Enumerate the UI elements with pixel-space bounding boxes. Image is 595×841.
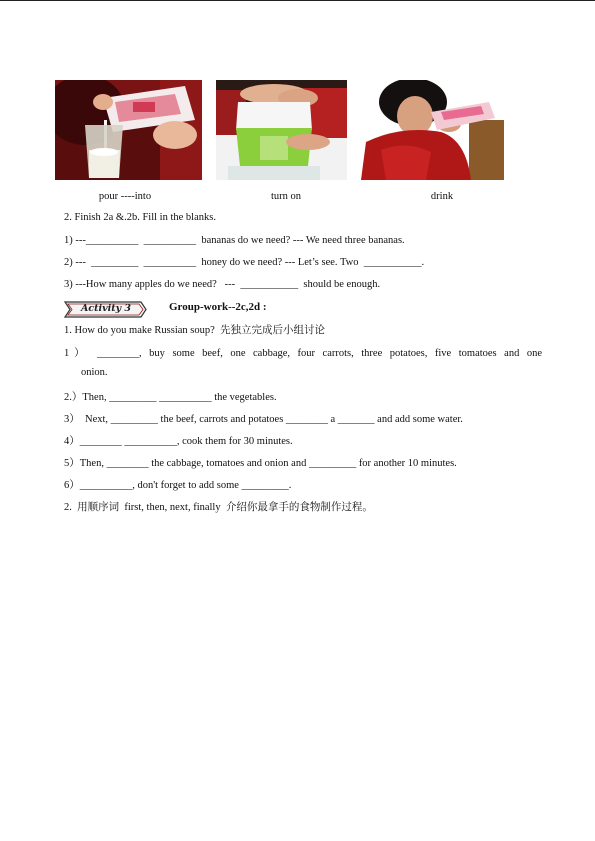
soup-step-6: 6）__________, don't forget to add some _________. <box>64 480 292 491</box>
blender-photo <box>216 80 347 180</box>
soup-step-4: 4）________ __________, cook them for 30 minutes. <box>64 436 293 447</box>
russian-soup-question: 1. How do you make Russian soup? 先独立完成后小组讨论 <box>64 325 326 336</box>
cooking-process-task: 2. 用顺序词 first, then, next, finally 介绍你最拿手的食物制作过程。 <box>64 502 373 513</box>
soup-step-1: 1） ________, buy some beef, one cabbage, four carrots, three potatoes, five tomatoes and one <box>64 348 542 359</box>
fill-blank-line-2: 2) --- _________ __________ honey do we need? --- Let’s see. Two ___________. <box>64 257 425 268</box>
activity-badge-label: Activity 3 <box>80 303 132 314</box>
pouring-milk-into-glass-photo <box>55 80 202 180</box>
soup-step-5: 5）Then, ________ the cabbage, tomatoes and onion and _________ for another 10 minutes. <box>64 458 457 469</box>
activity-title: Group-work--2c,2d : <box>169 301 267 313</box>
caption-turn-on: turn on <box>270 191 302 202</box>
fill-blank-line-1: 1) ---__________ __________ bananas do we need? --- We need three bananas. <box>64 235 405 246</box>
soup-step-1-continued: onion. <box>81 367 108 378</box>
soup-step-2: 2.）Then, _________ __________ the vegetables. <box>64 392 277 403</box>
section-2-title: 2. Finish 2a &.2b. Fill in the blanks. <box>64 212 216 223</box>
woman-drinking-photo <box>361 80 504 180</box>
soup-step-3: 3） Next, _________ the beef, carrots and potatoes ________ a _______ and add some water. <box>64 414 463 425</box>
activity-badge <box>62 300 148 319</box>
caption-pour-into: pour ----into <box>98 191 152 202</box>
top-rule <box>0 0 595 1</box>
caption-drink: drink <box>430 191 454 202</box>
fill-blank-line-3: 3) ---How many apples do we need? --- ___________ should be enough. <box>64 279 381 290</box>
